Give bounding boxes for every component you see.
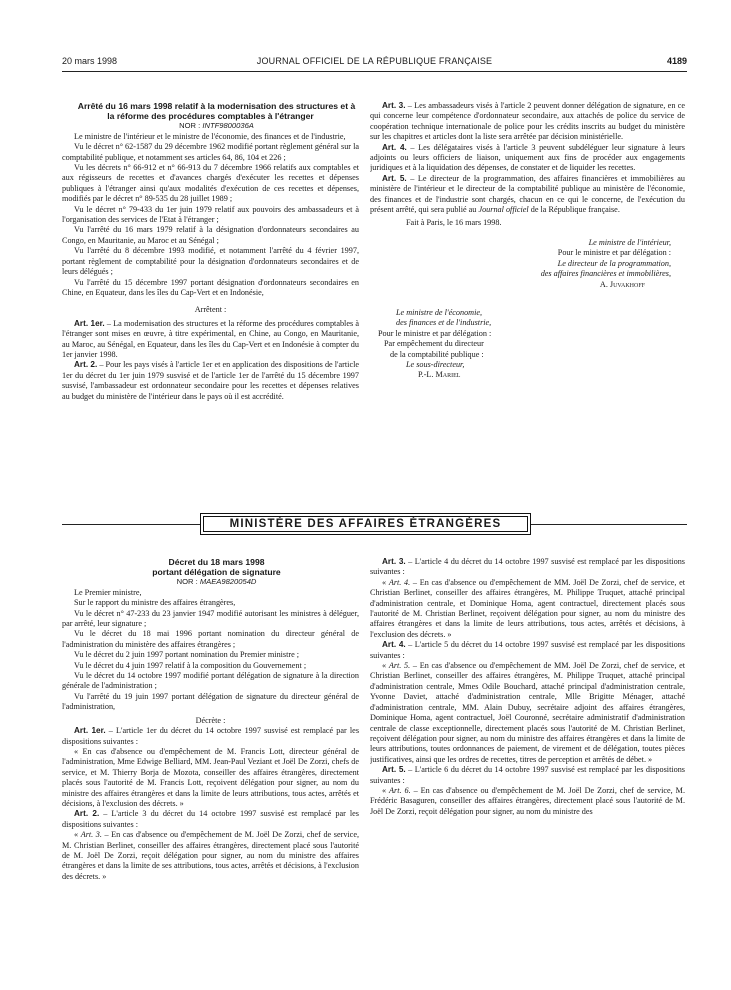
decret-intro: Vu le décret n° 47-233 du 23 janvier 1947 modifié autorisant les ministres à déléguer, par arrêté, leur signature ;	[62, 608, 359, 629]
arrete-article-2	[62, 360, 359, 402]
article-text: – L'article 5 du décret du 14 octobre 1997 susvisé est remplacé par les dispositions suivantes :	[370, 640, 685, 660]
nor-label: NOR :	[176, 577, 198, 587]
decret-intro: Sur le rapport du ministre des affaires étrangères,	[74, 598, 236, 608]
nor-code: MAEA9820054D	[199, 577, 257, 587]
sig-delegation: Pour le ministre et par délégation :	[557, 248, 671, 258]
decret-article-5	[370, 765, 685, 786]
sig-line: Par empêchement du directeur	[384, 339, 484, 349]
arretent: Arrêtent :	[194, 305, 227, 315]
article-text: – Les ambassadeurs visés à l'article 2 peuvent donner délégation de signature, en ce qui concerne leur compétence d'ordonnateur secondaire, aux attachés de police du service de coopération technique internationale de police pour les crédits inscrits au budget du ministère sur les chapitres et articles dont la liste sera arrêtée par décision ministérielle.	[370, 101, 685, 142]
arrete-article-3	[370, 101, 685, 143]
decret-article-1-quote: « En cas d'absence ou d'empêchement de M. Francis Lott, directeur général de l'administration, Mme Edwige Belliard, MM. Jean-Paul Veziant et Joël De Zorzi, chefs de service, et M. Thierry Borja de Mozota, conseiller des affaires étrangères, directement placés sous l'autorité de M. Francis Lott, reçoivent délégation pour signer, au nom du ministre des affaires étrangères et dans la limite de leurs attributions, tous actes, arrêtés et décisions, à l'exclusion des décrets. »	[62, 746, 359, 808]
ministry-box	[200, 513, 531, 535]
decret-article-3	[370, 557, 685, 578]
article-text: – L'article 3 du décret du 14 octobre 1997 susvisé est remplacé par les dispositions suivantes :	[62, 809, 359, 829]
nor-label: NOR :	[179, 121, 201, 131]
decret-article-3-quote: « Art. 4. – En cas d'absence ou d'empêchement de MM. Joël De Zorzi, chef de service, et Christian Berlinet, conseiller des affaires étrangères, M. Philippe Truquet, attaché principal d'administration centrale, et Dominique Homa, agent contractuel, directement placés sous l'autorité de M. Christian Berlinet, reçoivent délégation pour signer, au nom du ministre des affaires étrangères et dans la limite de leurs attributions, tous actes, arrêtés et décisions, à l'exclusion des décrets. »	[370, 577, 685, 639]
sig-delegation: Pour le ministre et par délégation :	[378, 328, 492, 338]
sig-role: des finances et de l'industrie,	[396, 318, 492, 328]
arrete-nor	[62, 121, 359, 131]
sig-name: P.-L. Mariel	[418, 370, 461, 380]
arrete-para: Vu le décret n° 62-1587 du 29 décembre 1962 modifié portant règlement général sur la comptabilité publique, et notamment ses articles 64, 86, 104 et 226 ;	[62, 142, 359, 162]
header-date: 20 mars 1998	[62, 56, 118, 66]
article-text: – Pour les pays visés à l'article 1er et en application des dispositions de l'article 1er du décret du 1er juin 1979 susvisé et de l'article 1er de l'arrêté du 15 décembre 1997 susvisé, l'ambassadeur est ordonnateur secondaire pour les recettes et dépenses relatives au budget du ministère de l'intérieur dans le pays où il est accrédité.	[62, 360, 359, 401]
arrete-article-1	[62, 319, 359, 361]
article-label: Art. 5.	[382, 765, 406, 775]
sig-line	[370, 248, 671, 258]
sig-line	[370, 259, 671, 269]
sig-line	[370, 238, 671, 248]
article-text: – L'article 1er du décret du 14 octobre 1997 susvisé est remplacé par les dispositions suivantes :	[62, 726, 359, 746]
sig-line: de la comptabilité publique :	[390, 349, 484, 359]
header-rule	[62, 71, 687, 72]
decret-intro: Vu le décret du 14 octobre 1997 modifié portant délégation de signature à la direction générale de l'administration ;	[62, 671, 359, 691]
sig-line	[370, 269, 671, 279]
quoted-article-label: Art. 5.	[388, 661, 411, 671]
nor-code: INTF9800036A	[202, 121, 254, 131]
article-text-end: de la République française.	[528, 205, 620, 215]
article-text: – L'article 6 du décret du 14 octobre 1997 susvisé est remplacé par les dispositions suivantes :	[370, 765, 685, 785]
decret-article-2-quote: « Art. 3. – En cas d'absence ou d'empêchement de M. Joël De Zorzi, chef de service, M. Christian Berlinet, conseiller des affaires étrangères, directement placé sous l'autorité de M. Joël De Zorzi, reçoit délégation pour signer, au nom du ministre des affaires étrangères et dans la limite de ses attributions, tous actes, arrêtés et décisions, à l'exclusion des décrets. »	[62, 830, 359, 881]
article-label: Art. 4.	[382, 142, 407, 152]
decret-nor	[62, 577, 359, 587]
sig-role: Le directeur de la programmation,	[557, 258, 671, 268]
sig-role: Le ministre de l'économie,	[396, 307, 483, 317]
decrete: Décrète :	[195, 715, 226, 725]
quoted-article-text: – En cas d'absence ou d'empêchement de M. Joël De Zorzi, chef de service, M. Frédéric Basaguren, conseiller des affaires étrangères, directement placé sous l'autorité de M. Joël De Zorzi, reçoit délégation pour signer, au nom du ministre des	[370, 785, 685, 816]
article-label: Art. 2.	[74, 360, 98, 370]
article-text: – Le directeur de la programmation, des affaires financières et immobilières au ministère de l'intérieur et le directeur de la comptabilité publique au ministère de l'économie, des finances et de l'industrie sont chargés, chacun en ce qui le concerne, de l'exécution du présent arrêté, qui sera publié au	[370, 173, 685, 215]
arrete-article-5	[370, 174, 685, 216]
article-label: Art. 2.	[74, 809, 100, 819]
fait-a-paris: Fait à Paris, le 16 mars 1998.	[406, 218, 502, 228]
signature-economie	[370, 308, 685, 381]
decret-intro: Vu le décret du 18 mai 1996 portant nomination du directeur général de l'administration du ministère des affaires étrangères ;	[62, 629, 359, 649]
arrete-column-left	[62, 101, 359, 481]
decret-title-line-2: portant délégation de signature	[152, 567, 281, 578]
article-text: – L'article 4 du décret du 14 octobre 1997 susvisé est remplacé par les dispositions suivantes :	[370, 557, 685, 577]
decret-article-5-quote: « Art. 6. – En cas d'absence ou d'empêchement de M. Joël De Zorzi, chef de service, M. Frédéric Basaguren, conseiller des affaires étrangères, directement placé sous l'autorité de M. Joël De Zorzi, reçoit délégation pour signer, au nom du ministre des	[370, 785, 685, 816]
sig-line	[378, 308, 685, 318]
decret-article-2	[62, 809, 359, 830]
article-label: Art. 4.	[382, 640, 406, 650]
arrete-para: Vu l'arrêté du 16 mars 1979 relatif à la désignation d'ordonnateurs secondaires au Congo, en Mauritanie, au Maroc et au Sénégal ;	[62, 225, 359, 245]
arrete-para: Vu le décret n° 79-433 du 1er juin 1979 relatif aux pouvoirs des ambassadeurs et à l'organisation des services de l'Etat à l'étranger ;	[62, 204, 359, 225]
arrete-title: Arrêté du 16 mars 1998 relatif à la modernisation des structures et à la réforme des procédures comptables à l'étranger	[77, 101, 356, 122]
quoted-article-text: – En cas d'absence ou d'empêchement de MM. Joël De Zorzi, chef de service, et Christian Berlinet, conseiller des affaires étrangères, M. Philippe Truquet, attaché principal d'administration centrale, Mmes Odile Bouchard, attaché principal d'administration centrale, Yvonne Daviet, attaché d'administration centrale, Mlle Brigitte Ménager, attaché d'administration centrale, MM. Alain Dubuy, secrétaire adjoint des affaires étrangères, Dominique Homa, agent contractuel, Joël Couronné, secrétaire administratif d'administration centrale de classe exceptionnelle, directement placés sous l'autorité de M. Christian Berlinet, reçoivent délégation pour signer, au nom du ministre des affaires étrangères et dans la limite de leurs attributions, toutes ordonnances de paiement, de virement et de délégation, toutes pièces justificatives, ainsi que les ordres de recettes, titres de perception et arrêtés de débet. »	[370, 661, 685, 764]
article-label: Art. 3.	[382, 101, 406, 110]
quoted-article-label: Art. 4.	[388, 577, 411, 587]
ministry-name: MINISTÈRE DES AFFAIRES ÉTRANGÈRES	[203, 516, 528, 532]
ministry-rule-right	[531, 524, 687, 525]
decret-intro: Vu l'arrêté du 19 juin 1997 portant délégation de signature du directeur général de l'administration,	[62, 691, 359, 712]
article-label: Art. 1er.	[74, 318, 105, 328]
article-label: Art. 1er.	[74, 726, 106, 736]
page-header	[62, 56, 687, 70]
ministry-rule-left	[62, 524, 200, 525]
quoted-article-text: – En cas d'absence ou d'empêchement de MM. Joël De Zorzi, chef de service, et Christian Berlinet, conseiller des affaires étrangères, M. Philippe Truquet, attaché principal d'administration centrale, et Dominique Homa, agent contractuel, directement placés sous l'autorité de M. Christian Berlinet, reçoivent délégation pour signer, au nom du ministre des affaires étrangères et dans la limite de leurs attributions, tous actes, arrêtés et décisions, à l'exclusion des décrets. »	[370, 577, 685, 639]
sig-line	[378, 318, 685, 328]
decret-column-right	[370, 557, 685, 987]
arrete-para: Vu l'arrêté du 15 décembre 1997 portant désignation d'ordonnateurs secondaires en Chine, en Equateur, dans les îles du Cap-Vert et en Indonésie,	[62, 277, 359, 297]
sig-role: des affaires financières et immobilières,	[540, 269, 671, 279]
decret-intro: Vu le décret du 4 juin 1997 relatif à la composition du Gouvernement ;	[74, 660, 307, 670]
article-label: Art. 5.	[382, 173, 407, 183]
arrete-para: Vu l'arrêté du 8 décembre 1993 modifié, et notamment l'arrêté du 4 février 1997, portant règlement de comptabilité pour la désignation d'ordonnateurs secondaires et de leurs délégués ;	[62, 246, 359, 277]
header-journal-title: JOURNAL OFFICIEL DE LA RÉPUBLIQUE FRANÇAISE	[256, 56, 493, 66]
sig-role: Le ministre de l'intérieur,	[588, 237, 671, 247]
arrete-para: Le ministre de l'intérieur et le ministre de l'économie, des finances et de l'industrie,	[74, 131, 346, 141]
quoted-article-label: Art. 3.	[80, 830, 102, 840]
journal-officiel-ref: Journal officiel	[478, 205, 529, 215]
arrete-para: Vu les décrets n° 66-912 et n° 66-913 du 7 décembre 1966 relatifs aux comptables et aux régisseurs de recettes et d'avances chargés d'exécuter les recettes et dépenses publiques à l'étranger ainsi qu'aux modalités d'exécution de ces recettes et dépenses, modifiés par le décret n° 89-535 du 28 juillet 1989 ;	[62, 163, 359, 204]
article-label: Art. 3.	[382, 557, 406, 566]
quoted-article-label: Art. 6.	[389, 785, 411, 795]
sig-name: A. Juvakhoff	[599, 279, 645, 289]
decret-intro: Le Premier ministre,	[74, 587, 142, 597]
decret-column-left	[62, 557, 359, 987]
sig-line	[378, 360, 685, 370]
decret-title-line-1: Décret du 18 mars 1998	[168, 557, 265, 567]
article-text: – Les délégataires visés à l'article 3 peuvent subdéléguer leur signature à leurs adjoints ou leurs officiers de liaison, uniquement aux fins de procéder aux engagements juridiques et à la liquidation des dépenses, de constater et de liquider les recettes.	[370, 142, 685, 173]
arrete-column-right	[370, 101, 685, 481]
signature-interieur	[370, 238, 685, 290]
decret-intro: Vu le décret du 2 juin 1997 portant nomination du Premier ministre ;	[74, 650, 300, 660]
decret-article-4	[370, 640, 685, 661]
quoted-article-text: – En cas d'absence ou d'empêchement de M. Joël De Zorzi, chef de service, M. Christian Berlinet, conseiller des affaires étrangères, directement placé sous l'autorité de M. Joël De Zorzi, reçoit délégation pour signer, au nom du ministre des affaires étrangères et dans la limite de ses attributions, tous actes, arrêtés et décisions, à l'exclusion des décrets. »	[62, 830, 359, 881]
arrete-article-4	[370, 143, 685, 174]
header-page-number: 4189	[666, 56, 687, 66]
decret-article-1	[62, 726, 359, 747]
decret-article-4-quote: « Art. 5. – En cas d'absence ou d'empêchement de MM. Joël De Zorzi, chef de service, et Christian Berlinet, conseiller des affaires étrangères, M. Philippe Truquet, attaché principal d'administration centrale, Mmes Odile Bouchard, attaché principal d'administration centrale, Yvonne Daviet, attaché d'administration centrale, Mlle Brigitte Ménager, attaché d'administration centrale, MM. Alain Dubuy, secrétaire adjoint des affaires étrangères, Dominique Homa, agent contractuel, Joël Couronné, secrétaire administratif d'administration centrale de classe exceptionnelle, directement placés sous l'autorité de M. Christian Berlinet, reçoivent délégation pour signer, au nom du ministre des affaires étrangères et dans la limite de leurs attributions, toutes ordonnances de paiement, de virement et de délégation, toutes pièces justificatives, ainsi que les ordres de recettes, titres de perception et arrêtés de débet. »	[370, 661, 685, 764]
article-text: – La modernisation des structures et la réforme des procédures comptables à l'étranger sont mises en œuvre, à titre expérimental, en Chine, au Congo, en Mauritanie, au Maroc, au Sénégal, en Equateur, dans les îles du Cap-Vert et en Indonésie à compter du 1er janvier 1998.	[62, 318, 359, 359]
sig-role: Le sous-directeur,	[406, 359, 465, 369]
